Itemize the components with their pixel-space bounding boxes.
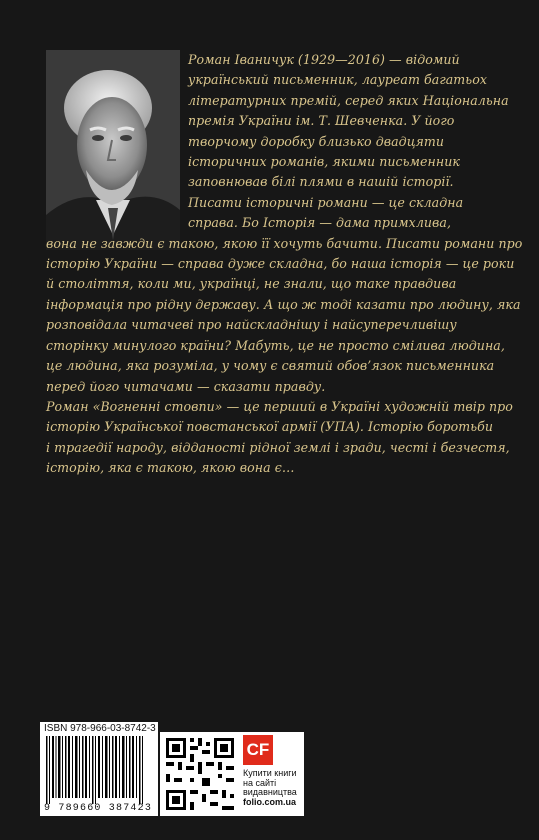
bio-line: премія України ім. Т. Шевченка. У його [188, 113, 455, 129]
bio-line: сторінку минулого країни? Мабуть, це не просто смілива людина, [46, 337, 505, 353]
barcode-number: 9 789660 387423 [44, 803, 153, 814]
bio-line: літературних премій, серед яких Національна [188, 92, 509, 108]
bio-line: творчому доробку близько двадцяти [188, 133, 445, 149]
bio-line: розповідала читачеві про найскладнішу і найсуперечливішу [46, 317, 457, 333]
bio-line: Писати історичні романи — це складна [188, 194, 464, 210]
barcode-icon [40, 722, 158, 816]
bio-line: інформація про рідну державу. А що ж тоді казати про людину, яка [46, 296, 521, 312]
caption-line: Купити книги [243, 768, 297, 778]
bio-line: заповнював білі плями в нашій історії. [188, 174, 454, 190]
bio-line: справа. Бо Історія — дама примхлива, [188, 215, 452, 231]
caption-line: видавництва [243, 787, 297, 797]
bio-line: історію України — справа дуже складна, бо наша історія — це роки [46, 256, 515, 272]
bio-line: історію, яка є такою, якою вона є… [46, 460, 295, 476]
isbn-label: ISBN 978-966-03-8742-3 [44, 723, 156, 734]
bio-line: Роман Іваничук (1929—2016) — відомий [188, 52, 460, 67]
barcode-panel [40, 722, 158, 816]
bio-line: перед його читачами — сказати правду. [46, 378, 326, 394]
bio-line: Роман «Вогненні стовпи» — це перший в Україні художній твір про [46, 398, 513, 414]
bio-line: історичних романів, якими письменник [188, 154, 460, 170]
bio-line: вона не завжди є такою, якою її хочуть бачити. Писати романи про [46, 235, 523, 251]
author-biography [46, 50, 523, 479]
publisher-caption [243, 769, 303, 807]
bio-line: й століття, коли ми, українці, не знали, що таке правдива [46, 276, 457, 292]
caption-line: на сайті [243, 777, 277, 788]
bio-line: і трагедії народу, відданості рідної землі і зради, честі і безчестя, [46, 439, 510, 455]
caption-url[interactable]: folio.com.ua [243, 796, 297, 807]
bio-line: український письменник, лауреат багатьох [188, 72, 487, 88]
bio-full-block [46, 234, 523, 479]
bio-line: історію Української повстанської армії (УПА). Історію боротьби [46, 419, 494, 435]
bio-line: це людина, яка розуміла, у чому є святий обов’язок письменника [46, 358, 495, 374]
bio-indented-block [46, 50, 516, 234]
qr-code [160, 732, 240, 816]
qr-code-icon [160, 732, 240, 816]
publisher-logo: CF [243, 735, 273, 765]
